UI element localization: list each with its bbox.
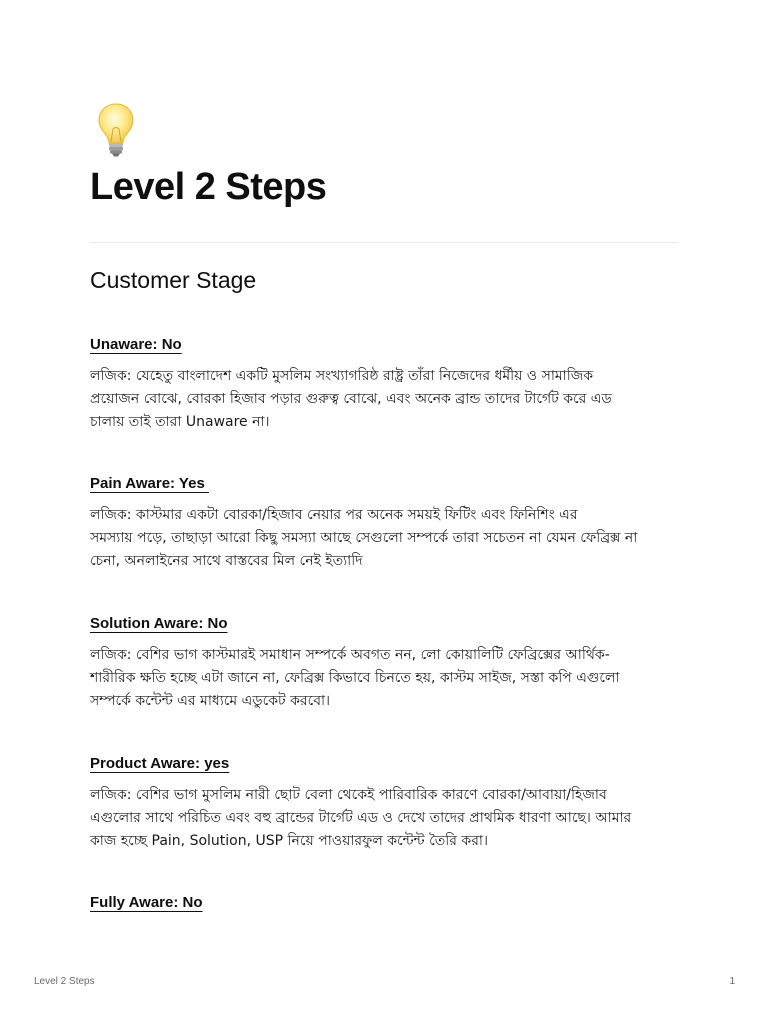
section-heading: Customer Stage bbox=[90, 267, 257, 293]
title-divider bbox=[90, 242, 678, 243]
stage-pain-aware bbox=[90, 473, 690, 573]
stage-fully-aware bbox=[90, 892, 690, 923]
stage-logic-text: লজিক: বেশির ভাগ মুসলিম নারী ছোট বেলা থেকেই পারিবারিক কারণে বোরকা/আবায়া/হিজাব এগুলোর সাথে পরিচিত এবং বহু ব্রান্ডের টার্গেট এড ও দেখে তাদের প্রাথমিক ধারণা আছে। আমার কাজ হচ্ছে Pain, Solution, USP নিয়ে পাওয়ারফুল কন্টেন্ট তৈরি করা। bbox=[90, 787, 632, 849]
page-title: Level 2 Steps bbox=[90, 166, 327, 208]
stage-label: Unaware: No bbox=[90, 336, 182, 353]
footer-page-number: 1 bbox=[729, 976, 735, 987]
stage-label: Product Aware: yes bbox=[90, 755, 230, 772]
stage-label: Pain Aware: Yes bbox=[90, 475, 209, 492]
stage-logic-text: লজিক: যেহেতু বাংলাদেশ একটি মুসলিম সংখ্যাগরিষ্ঠ রাষ্ট্র তাঁরা নিজেদের ধর্মীয় ও সামাজিক প্রয়োজন বোঝে, বোরকা হিজাব পড়ার গুরুত্ব বোঝে, এবং অনেক ব্রান্ড তাদের টার্গেট করে এড চালায় তাই তারা Unaware না। bbox=[90, 368, 612, 430]
stage-solution-aware bbox=[90, 613, 690, 713]
stage-product-aware bbox=[90, 753, 690, 853]
stage-label: Fully Aware: No bbox=[90, 894, 203, 911]
stage-label: Solution Aware: No bbox=[90, 615, 228, 632]
lightbulb-icon bbox=[96, 102, 136, 158]
stage-logic-text: লজিক: কাস্টমার একটা বোরকা/হিজাব নেয়ার পর অনেক সময়ই ফিটিং এবং ফিনিশিং এর সমস্যায় পড়ে, তাছাড়া আরো কিছু সমস্যা আছে সেগুলো সম্পর্কে তারা সচেতন না যেমন ফেব্রিক্স না চেনা, অনলাইনের সাথে বাস্তবের মিল নেই ইত্যাদি bbox=[90, 507, 638, 569]
stage-unaware bbox=[90, 334, 690, 434]
stage-logic-text: লজিক: বেশির ভাগ কাস্টমারই সমাধান সম্পর্কে অবগত নন, লো কোয়ালিটি ফেব্রিক্সের আর্থিক- শারীরিক ক্ষতি হচ্ছে এটা জানে না, ফেব্রিক্স কিভাবে চিনতে হয়, কাস্টম সাইজ, সস্তা কপি এগুলো সম্পর্কে কন্টেন্ট এর মাধ্যমে এডুকেট করবো। bbox=[90, 647, 620, 709]
footer-document-title: Level 2 Steps bbox=[34, 976, 95, 987]
